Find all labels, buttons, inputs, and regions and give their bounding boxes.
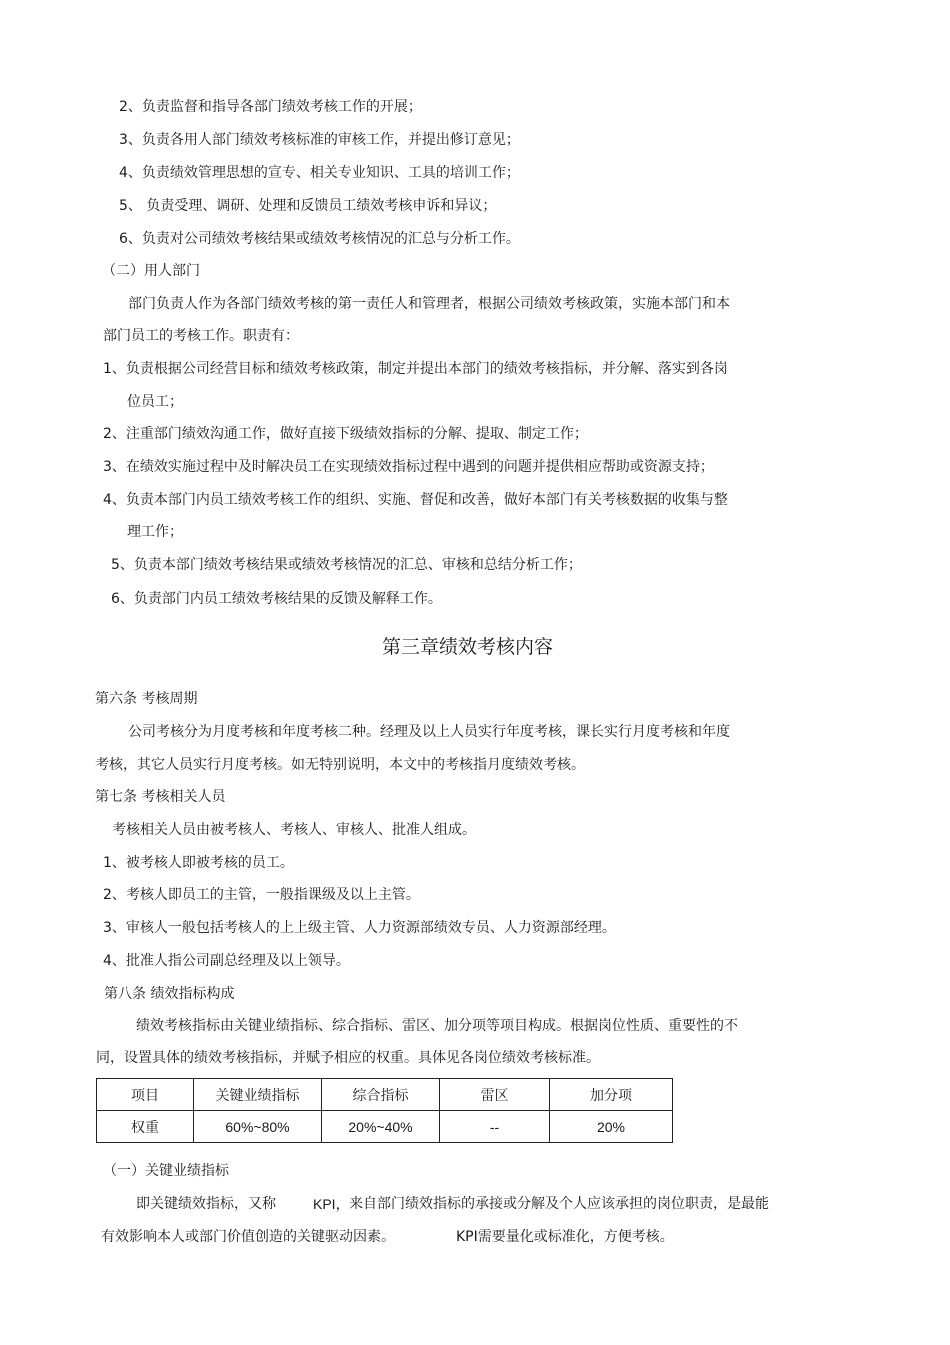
table-row bbox=[97, 1111, 673, 1143]
user-dept-duty-item-5: 5、负责本部门绩效考核结果或绩效考核情况的汇总、审核和总结分析工作； bbox=[111, 557, 582, 573]
article-6-heading: 第六条 考核周期 bbox=[95, 691, 198, 707]
article-7-heading: 第七条 考核相关人员 bbox=[95, 789, 226, 805]
chapter-title: 第三章绩效考核内容 bbox=[381, 636, 553, 658]
table-cell: 60%~80% bbox=[194, 1111, 322, 1143]
paragraph-line: 即关键绩效指标，又称 bbox=[136, 1196, 276, 1212]
table-cell: 权重 bbox=[97, 1111, 194, 1143]
section-heading-kpi: （一）关键业绩指标 bbox=[103, 1163, 229, 1179]
table-header-cell: 雷区 bbox=[440, 1079, 550, 1111]
user-dept-duty-item-1-cont: 位员工； bbox=[127, 394, 183, 410]
user-dept-duty-item-4-cont: 理工作； bbox=[127, 524, 183, 540]
table-header-row bbox=[97, 1079, 673, 1111]
paragraph-line: KPI需要量化或标准化，方便考核。 bbox=[456, 1229, 674, 1245]
user-dept-duty-item-1: 1、负责根据公司经营目标和绩效考核政策，制定并提出本部门的绩效考核指标，并分解、落实到各岗 bbox=[103, 361, 728, 377]
paragraph-line: 有效影响本人或部门价值创造的关键驱动因素。 bbox=[101, 1229, 395, 1245]
paragraph-line: 来自部门绩效指标的承接或分解及个人应该承担的岗位职责，是最能 bbox=[349, 1196, 769, 1212]
paragraph-line: 部门负责人作为各部门绩效考核的第一责任人和管理者，根据公司绩效考核政策，实施本部门和本 bbox=[128, 296, 730, 312]
dept-duty-item-3: 3、负责各用人部门绩效考核标准的审核工作，并提出修订意见； bbox=[119, 132, 520, 148]
user-dept-duty-item-4: 4、负责本部门内员工绩效考核工作的组织、实施、督促和改善，做好本部门有关考核数据的收集与整 bbox=[103, 492, 728, 508]
table-header-cell: 加分项 bbox=[550, 1079, 673, 1111]
table-cell: 20%~40% bbox=[322, 1111, 440, 1143]
paragraph-line: 公司考核分为月度考核和年度考核二种。经理及以上人员实行年度考核，课长实行月度考核和年度 bbox=[128, 724, 730, 740]
table-cell: 20% bbox=[550, 1111, 673, 1143]
dept-duty-item-2: 2、负责监督和指导各部门绩效考核工作的开展； bbox=[119, 99, 422, 115]
table-cell: -- bbox=[440, 1111, 550, 1143]
personnel-item-1: 1、被考核人即被考核的员工。 bbox=[103, 855, 294, 871]
personnel-item-4: 4、批准人指公司副总经理及以上领导。 bbox=[103, 953, 350, 969]
table-header-cell: 关键业绩指标 bbox=[194, 1079, 322, 1111]
weight-table bbox=[96, 1078, 673, 1143]
user-dept-duty-item-3: 3、在绩效实施过程中及时解决员工在实现绩效指标过程中遇到的问题并提供相应帮助或资源支持； bbox=[103, 459, 714, 475]
personnel-item-3: 3、审核人一般包括考核人的上上级主管、人力资源部绩效专员、人力资源部经理。 bbox=[103, 920, 616, 936]
user-dept-duty-item-6: 6、负责部门内员工绩效考核结果的反馈及解释工作。 bbox=[111, 591, 442, 607]
paragraph-line: 考核，其它人员实行月度考核。如无特别说明，本文中的考核指月度绩效考核。 bbox=[95, 757, 585, 773]
dept-duty-item-5: 5、 负责受理、调研、处理和反馈员工绩效考核申诉和异议； bbox=[119, 198, 497, 214]
paragraph-line: 考核相关人员由被考核人、考核人、审核人、批准人组成。 bbox=[112, 822, 476, 838]
table-header-cell: 项目 bbox=[97, 1079, 194, 1111]
personnel-item-2: 2、考核人即员工的主管，一般指课级及以上主管。 bbox=[103, 887, 420, 903]
paragraph-line: 绩效考核指标由关键业绩指标、综合指标、雷区、加分项等项目构成。根据岗位性质、重要性的不 bbox=[136, 1018, 738, 1034]
paragraph-line: 部门员工的考核工作。职责有： bbox=[103, 328, 299, 344]
user-dept-duty-item-2: 2、注重部门绩效沟通工作，做好直接下级绩效指标的分解、提取、制定工作； bbox=[103, 426, 588, 442]
dept-duty-item-6: 6、负责对公司绩效考核结果或绩效考核情况的汇总与分析工作。 bbox=[119, 231, 520, 247]
article-8-heading: 第八条 绩效指标构成 bbox=[104, 986, 235, 1002]
paragraph-line: 同，设置具体的绩效考核指标，并赋予相应的权重。具体见各岗位绩效考核标准。 bbox=[96, 1050, 600, 1066]
table-header-cell: 综合指标 bbox=[322, 1079, 440, 1111]
dept-duty-item-4: 4、负责绩效管理思想的宣专、相关专业知识、工具的培训工作； bbox=[119, 165, 520, 181]
kpi-term: KPI， bbox=[313, 1196, 350, 1212]
section-heading-user-dept: （二）用人部门 bbox=[102, 263, 200, 279]
